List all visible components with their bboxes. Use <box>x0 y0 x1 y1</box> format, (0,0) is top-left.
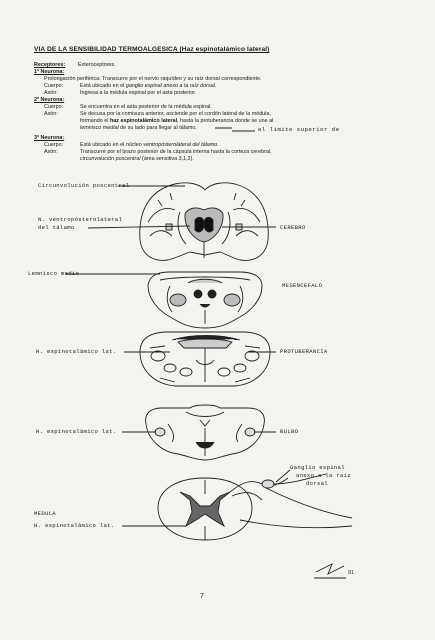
cerebro-section <box>140 183 268 261</box>
neurona1-axon-value: Ingresa a la médula espinal por el asta posterior. <box>80 90 197 96</box>
neurona2-cuerpo-value: Se encuentra en el asta posterior de la médula espinal. <box>80 104 212 110</box>
neurona1-axon-label: Axón: <box>44 90 58 96</box>
mesencefalo-section <box>148 272 262 328</box>
neurona3-axon-label: Axón: <box>44 149 58 155</box>
label-bulbo: BULBO <box>280 428 299 435</box>
neurona1-cuerpo-label: Cuerpo: <box>44 83 64 89</box>
label-medula: MEDULA <box>34 510 56 517</box>
neurona3-axon-line2: circunvolución poscentral (área sensitiva 3,1,2). <box>80 156 194 162</box>
label-haz-protuberancia: H. espinotalámico lat. <box>36 348 117 355</box>
label-mesencefalo: MESENCEFALO <box>282 282 323 289</box>
label-haz-medula: H. espinotalámico lat. <box>34 522 115 529</box>
neurona3-cuerpo-label: Cuerpo: <box>44 142 64 148</box>
receptores-label: Receptores: <box>34 62 66 68</box>
receptores-value: Exteroceptores. <box>78 62 116 68</box>
bulbo-section <box>146 405 265 460</box>
signature-mark <box>316 564 344 574</box>
label-nucleo-line1: N. ventropósterolateral <box>38 216 123 223</box>
label-circunvolucion: Circunvolución poscentral <box>38 182 130 189</box>
label-ganglio-line2: anexo a la raíz <box>296 472 351 479</box>
label-nucleo-line2: del tálamo <box>38 224 75 231</box>
label-ganglio-line1: Ganglio espinal <box>290 464 345 471</box>
label-haz-bulbo: H. espinotalámico lat. <box>36 428 117 435</box>
neurona3-cuerpo-value: Está ubicado en el núcleo ventropósterolateral del tálamo. <box>80 142 219 148</box>
neurona2-cuerpo-label: Cuerpo: <box>44 104 64 110</box>
neurona2-axon-line1: Se decusa por la comisura anterior, asciende por el cordón lateral de la médula, <box>80 111 271 117</box>
handwritten-note: el límite superior de <box>258 126 340 133</box>
neurona3-axon-line1: Transcurre por el brazo posterior de la cápsula interna hasta la corteza cerebral, <box>80 149 272 155</box>
page-number: 7 <box>200 593 204 600</box>
neurona3-heading: 3ª Neurona: <box>34 135 65 141</box>
protuberancia-section <box>140 332 270 386</box>
neurona2-heading: 2ª Neurona: <box>34 97 65 103</box>
signature-number: 91 <box>348 570 354 576</box>
label-cerebro: CEREBRO <box>280 224 306 231</box>
neurona1-heading: 1ª Neurona: <box>34 69 65 75</box>
neurona1-line1: Prolongación periférica: Transcurre por el nervio raquídeo y su raíz dorsal correspondiente. <box>44 76 262 82</box>
neurona2-axon-line3: lemnisco medial de su lado para llegar al tálamo. <box>80 125 197 131</box>
page-title: VIA DE LA SENSIBILIDAD TERMOALGESICA (Haz espinotalámico lateral) <box>34 46 270 53</box>
label-protuberancia: PROTUBERANCIA <box>280 348 328 355</box>
label-ganglio-line3: dorsal <box>306 480 328 487</box>
label-lemnisco: Lemnisco medio <box>28 270 80 277</box>
neurona2-axon-label: Axón: <box>44 111 58 117</box>
neurona2-axon-line2: formando el haz espinotalámico lateral, hasta la protuberancia donde se une al <box>80 118 274 124</box>
neurona1-cuerpo-value: Está ubicado en el ganglio espinal anexo a la raíz dorsal. <box>80 83 217 89</box>
